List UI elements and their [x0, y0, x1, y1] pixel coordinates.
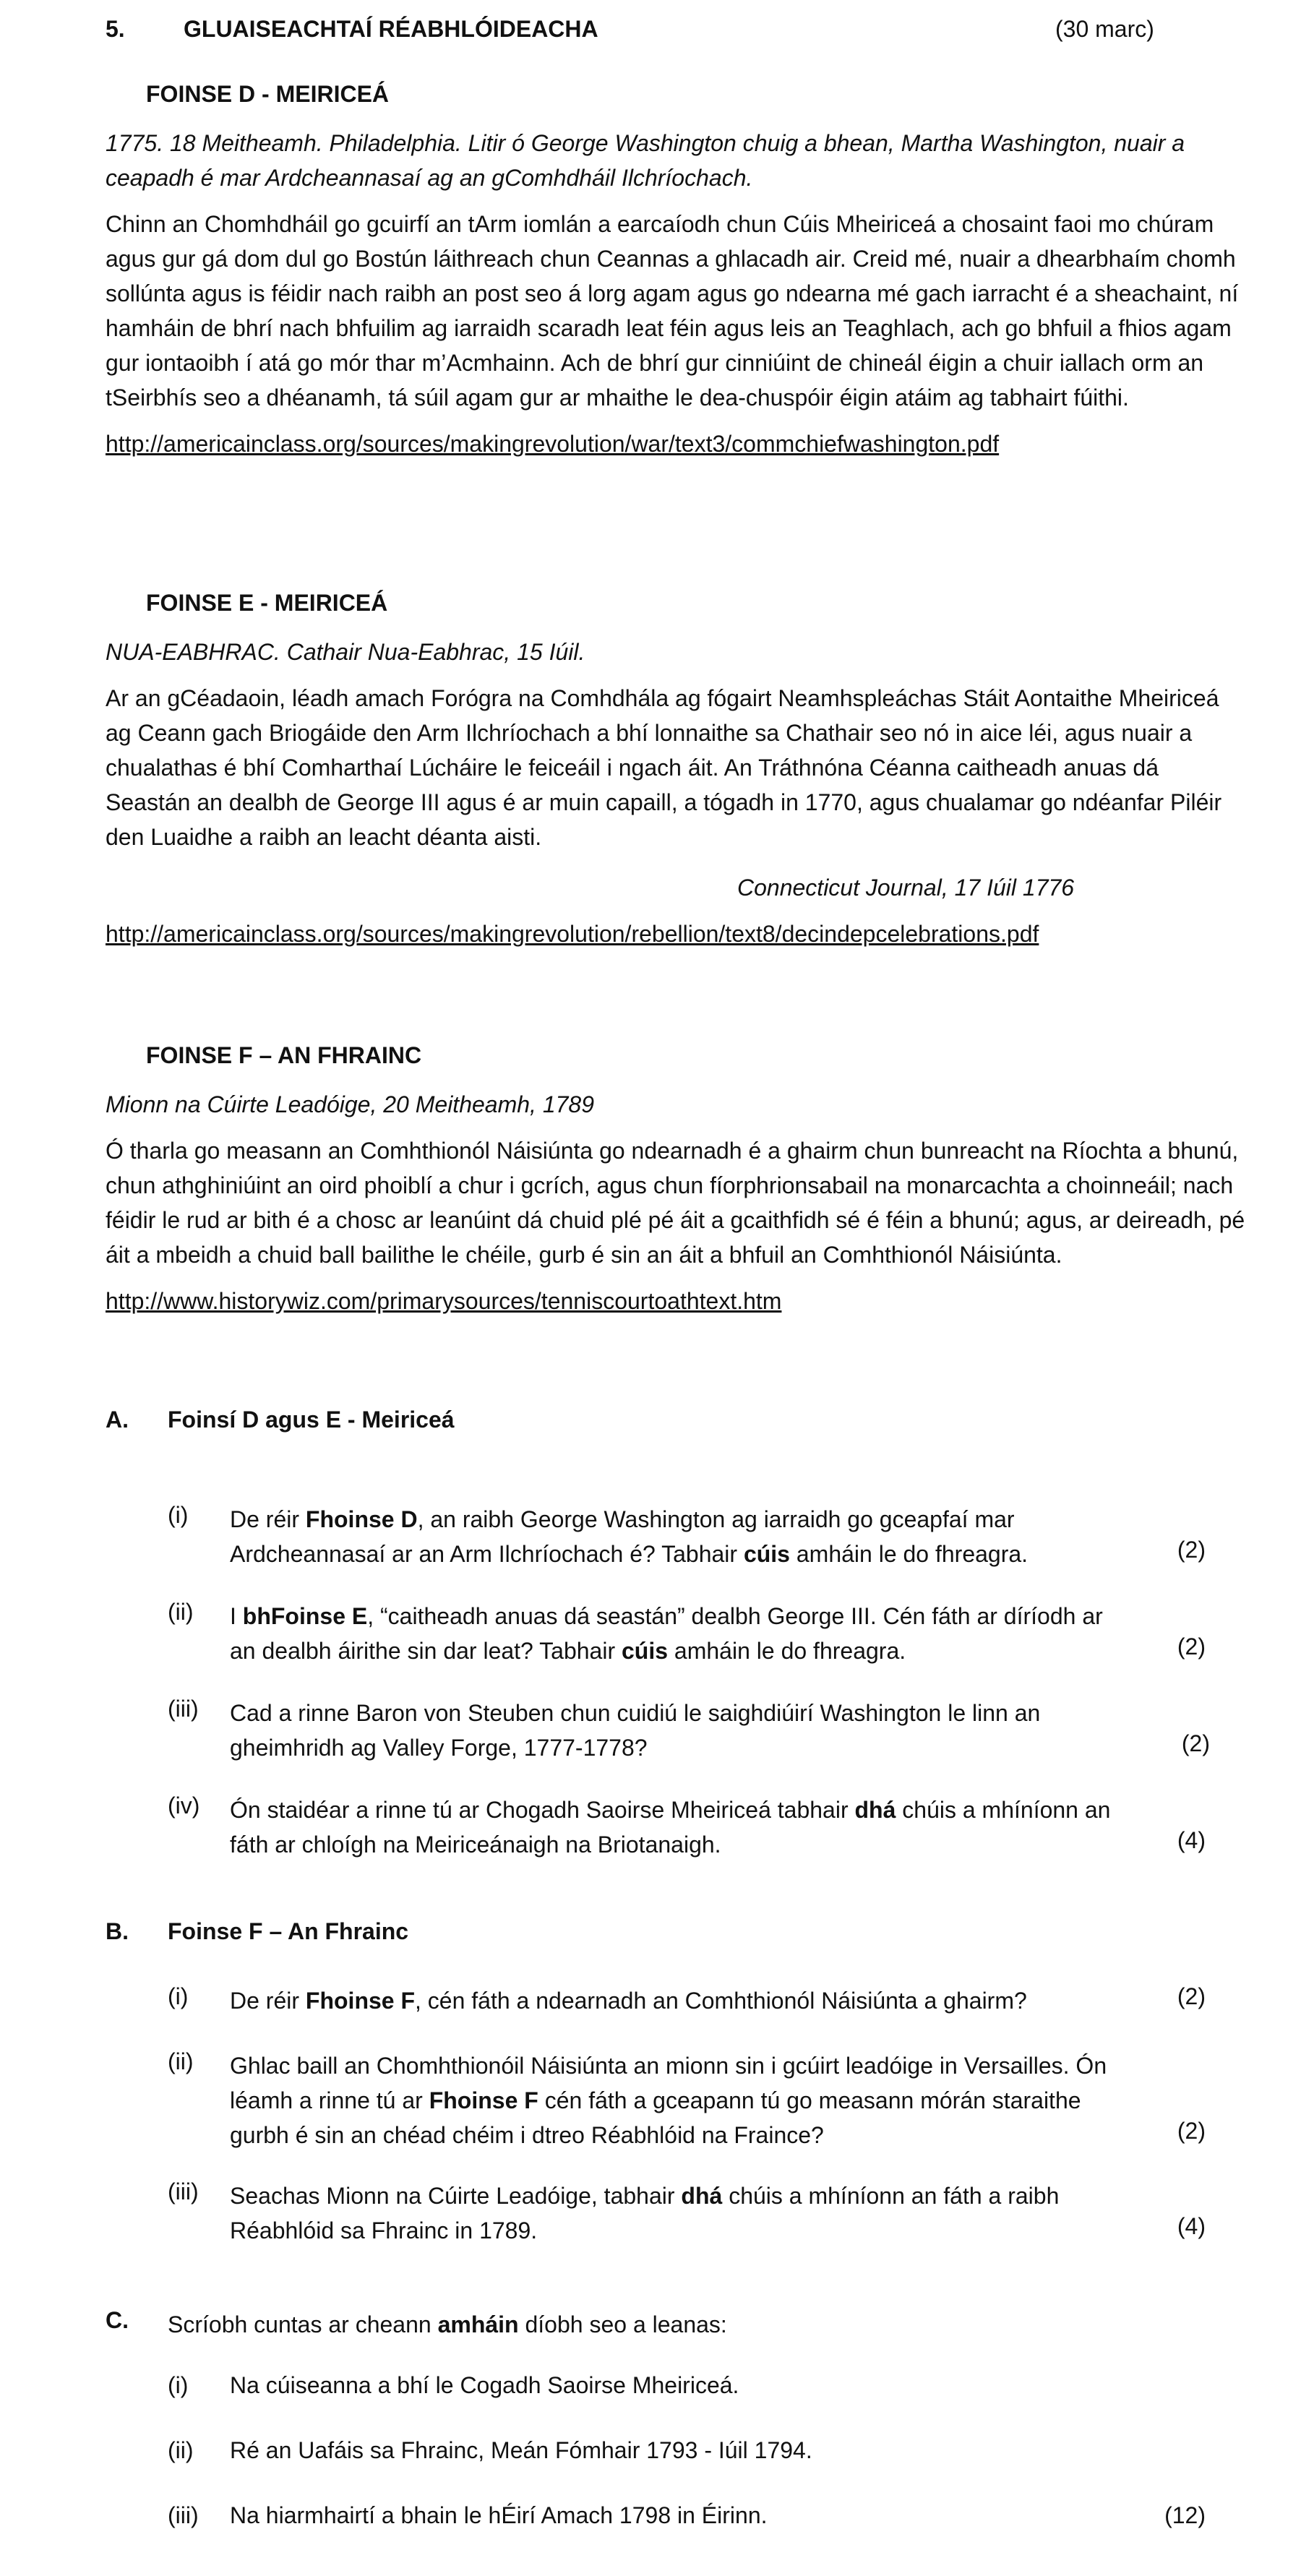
source-e-intro: NUA-EABHRAC. Cathair Nua-Eabhrac, 15 Iúil. [106, 639, 585, 665]
question-marks: (2) [1177, 1983, 1206, 2009]
section-b [106, 1918, 1204, 1953]
source-d-heading: FOINSE D - MEIRICEÁ [146, 81, 390, 107]
question-b-i [168, 1983, 1206, 2018]
source-e-heading: FOINSE E - MEIRICEÁ [146, 590, 388, 616]
question-marks: (2) [1181, 1730, 1210, 1756]
section-c-marks: (12) [1164, 2502, 1206, 2528]
option-number: (iii) [168, 2502, 199, 2528]
question-a-iii [168, 1696, 1210, 1765]
source-e-citation: Connecticut Journal, 17 Iúil 1776 [737, 875, 1075, 901]
question-text: De réir Fhoinse F, cén fáth a ndearnadh an Comhthionól Náisiúnta a ghairm? [230, 1988, 1027, 2014]
option-number: (ii) [168, 2437, 194, 2463]
question-title: GLUAISEACHTAÍ RÉABHLÓIDEACHA [184, 16, 598, 42]
question-b-ii [168, 2048, 1206, 2152]
source-d-link[interactable]: http://americainclass.org/sources/makingrevolution/war/text3/commchiefwashington.pdf [106, 431, 1000, 457]
question-marks: (30 marc) [1055, 16, 1154, 42]
question-number: (iii) [168, 1696, 199, 1722]
section-a [106, 1407, 1204, 1441]
question-number: (i) [168, 1983, 189, 2009]
question-number: (ii) [168, 2048, 194, 2074]
source-f [106, 1038, 1248, 1318]
source-f-body: Ó tharla go measann an Comhthionól Náisiúnta go ndearnadh é a ghairm chun bunreacht na Ríochta a bhunú, chun athghiniúint an oird phoiblí a chur i gcrích, agus chun fíorphrionsabail na monarcachta a choinneáil; nach féidir le rud ar bith é a chosc ar leanúint dá chuid plé pé áit a gcaithfidh sé é féin a bhunú; agus, ar deireadh, pé áit a mbeidh a chuid ball bailithe le chéile, gurb é sin an áit a bhfuil an Comhthionól Náisiúnta. [106, 1138, 1245, 1268]
section-c-letter: C. [106, 2307, 129, 2333]
section-b-title: Foinse F – An Fhrainc [168, 1918, 409, 1944]
question-a-iv [168, 1793, 1206, 1862]
question-number: 5. [106, 16, 125, 42]
question-text: Seachas Mionn na Cúirte Leadóige, tabhair dhá chúis a mhíníonn an fáth a raibh Réabhlóid sa Fhrainc in 1789. [230, 2183, 1060, 2244]
question-number: (iv) [168, 1793, 200, 1819]
question-header [106, 16, 1204, 51]
source-e-link[interactable]: http://americainclass.org/sources/makingrevolution/rebellion/text8/decindepcelebrations.pdf [106, 921, 1039, 947]
question-number: (iii) [168, 2178, 199, 2204]
source-f-heading: FOINSE F – AN FHRAINC [146, 1042, 422, 1068]
source-e [106, 585, 1248, 951]
option-text: Ré an Uafáis sa Fhrainc, Meán Fómhair 1793 - Iúil 1794. [230, 2437, 812, 2463]
question-marks: (2) [1177, 1633, 1206, 1660]
question-a-i [168, 1502, 1206, 1571]
question-number: (ii) [168, 1599, 194, 1625]
section-c-instruction: Scríobh cuntas ar cheann amháin díobh seo a leanas: [168, 2311, 727, 2337]
question-marks: (4) [1177, 2213, 1206, 2239]
source-f-intro: Mionn na Cúirte Leadóige, 20 Meitheamh, 1789 [106, 1091, 594, 1117]
source-f-link[interactable]: http://www.historywiz.com/primarysources/tenniscourtoathtext.htm [106, 1288, 782, 1314]
option-text: Na cúiseanna a bhí le Cogadh Saoirse Mheiriceá. [230, 2372, 739, 2398]
question-marks: (2) [1177, 2118, 1206, 2144]
question-number: (i) [168, 1502, 189, 1528]
section-a-title: Foinsí D agus E - Meiriceá [168, 1407, 455, 1433]
question-text: De réir Fhoinse D, an raibh George Washington ag iarraidh go gceapfaí mar Ardcheannasaí ar an Arm Ilchríochach é? Tabhair cúis amháin le do fhreagra. [230, 1506, 1029, 1567]
question-text: Ón staidéar a rinne tú ar Chogadh Saoirse Mheiriceá tabhair dhá chúis a mhíníonn an fáth ar chloígh na Meiriceánaigh na Briotanaigh. [230, 1797, 1111, 1858]
question-text: I bhFoinse E, “caitheadh anuas dá seastán” dealbh George III. Cén fáth ar díríodh ar an dealbh áirithe sin dar leat? Tabhair cúis amháin le do fhreagra. [230, 1603, 1103, 1664]
option-c-i [168, 2372, 1206, 2407]
question-b-iii [168, 2178, 1206, 2248]
option-text: Na hiarmhairtí a bhain le hÉirí Amach 1798 in Éirinn. [230, 2502, 768, 2528]
question-text: Cad a rinne Baron von Steuben chun cuidiú le saighdiúirí Washington le linn an gheimhridh ag Valley Forge, 1777-1778? [230, 1700, 1041, 1761]
section-c [106, 2307, 1204, 2342]
source-d [106, 77, 1248, 461]
option-number: (i) [168, 2372, 189, 2398]
source-e-body: Ar an gCéadaoin, léadh amach Forógra na Comhdhála ag fógairt Neamhspleáchas Stáit Aontaithe Mheiriceá ag Ceann gach Briogáide den Arm Ilchríochach a bhí lonnaithe sa Chathair seo nó in aice léi, agus nuair a chualathas é bhí Comharthaí Lúcháire le feiceáil i ngach áit. An Tráthnóna Céanna caitheadh anuas dá Seastán an dealbh de George III agus é ar muin capaill, a tógadh in 1770, agus chualamar go ndéanfar Piléir den Luaidhe a raibh an leacht déanta aisti. [106, 685, 1222, 850]
option-c-iii [168, 2502, 1206, 2537]
question-a-ii [168, 1599, 1206, 1668]
option-c-ii [168, 2437, 1206, 2472]
source-d-intro: 1775. 18 Meitheamh. Philadelphia. Litir ó George Washington chuig a bhean, Martha Washington, nuair a ceapadh é mar Ardcheannasaí ag an gComhdháil Ilchríochach. [106, 130, 1185, 191]
section-a-letter: A. [106, 1407, 129, 1433]
question-marks: (4) [1177, 1827, 1206, 1853]
source-d-body: Chinn an Chomhdháil go gcuirfí an tArm iomlán a earcaíodh chun Cúis Mheiriceá a chosaint faoi mo chúram agus gur gá dom dul go Bostún láithreach chun Ceannas a ghlacadh air. Creid mé, nuair a dhearbhaím chomh sollúnta agus is féidir nach raibh an post seo á lorg agam agus go ndearna mé gach iarracht é a sheachaint, ní hamháin de bhrí nach bhfuilim ag iarraidh scaradh leat féin agus leis an Teaghlach, ach go bhfuil a fhios agam gur iontaoibh í atá go mór thar m’Acmhainn. Ach de bhrí gur cinniúint de chineál éigin a chuir iallach orm an tSeirbhís seo a dhéanamh, tá súil agam gur ar mhaithe le dea-chuspóir éigin atáim ag tabhairt fúithi. [106, 211, 1239, 411]
section-b-letter: B. [106, 1918, 129, 1944]
question-marks: (2) [1177, 1537, 1206, 1563]
question-text: Ghlac baill an Chomhthionóil Náisiúnta an mionn sin i gcúirt leadóige in Versailles. Ón léamh a rinne tú ar Fhoinse F cén fáth a gceapann tú go measann mórán staraithe gurbh é sin an chéad chéim i dtreo Réabhlóid na Fraince? [230, 2053, 1107, 2148]
